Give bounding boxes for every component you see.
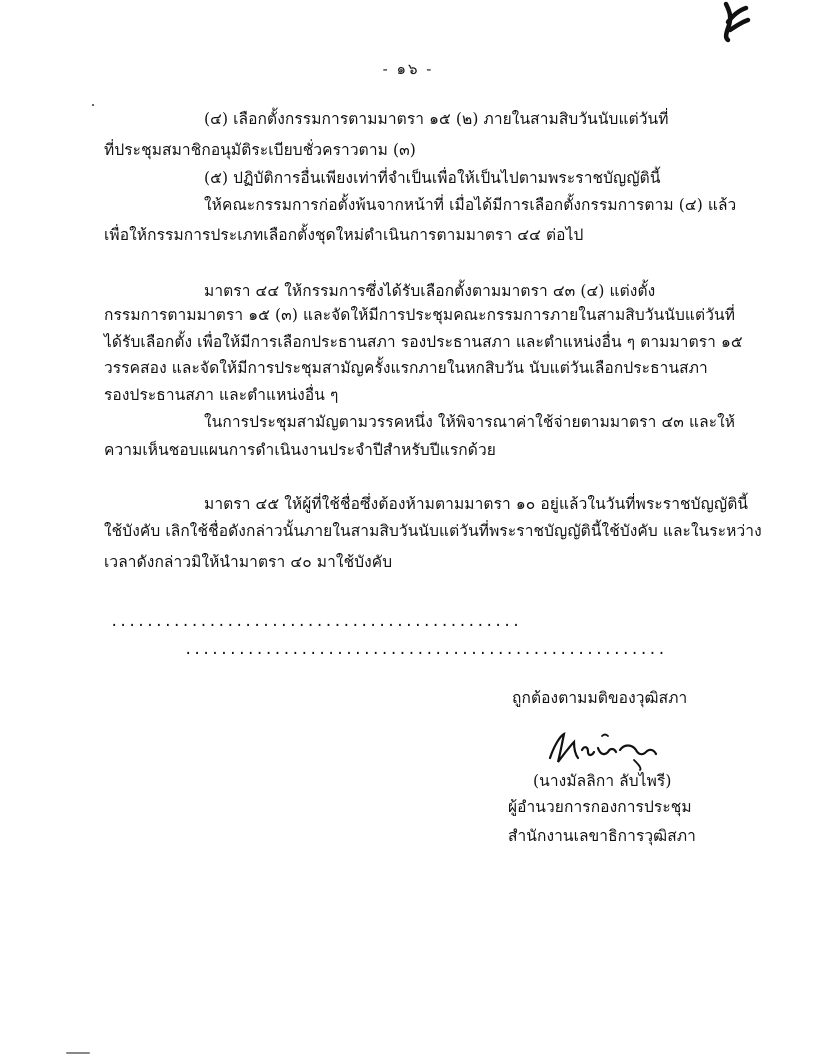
- paragraph-line: ที่ประชุมสมาชิกอนุมัติระเบียบชั่วคราวตาม (๓): [104, 141, 416, 159]
- paragraph-line: ใช้บังคับ เลิกใช้ชื่อดังกล่าวนั้นภายในสามสิบวันนับแต่วันที่พระราชบัญญัตินี้ใช้บังคับ และในระหว่าง: [104, 522, 762, 540]
- paragraph-line: (๔) เลือกตั้งกรรมการตามมาตรา ๑๕ (๒) ภายในสามสิบวันนับแต่วันที่: [204, 110, 669, 128]
- dotted-line: ......................................................: [184, 642, 667, 658]
- handwritten-corner-mark: [700, 0, 760, 50]
- scan-speck: [66, 1052, 90, 1054]
- paragraph-line: ในการประชุมสามัญตามวรรคหนึ่ง ให้พิจารณาค่าใช้จ่ายตามมาตรา ๔๓ และให้: [204, 413, 736, 431]
- scan-speck: [92, 104, 94, 106]
- section-44-line: มาตรา ๔๔ ให้กรรมการซึ่งได้รับเลือกตั้งตามมาตรา ๔๓ (๔) แต่งตั้ง: [204, 282, 656, 300]
- handwritten-signature: [542, 728, 672, 772]
- paragraph-line: (๕) ปฏิบัติการอื่นเพียงเท่าที่จำเป็นเพื่อให้เป็นไปตามพระราชบัญญัตินี้: [204, 169, 661, 187]
- paragraph-line: ได้รับเลือกตั้ง เพื่อให้มีการเลือกประธานสภา รองประธานสภา และตำแหน่งอื่น ๆ ตามมาตรา ๑๕: [104, 333, 743, 351]
- signer-position: ผู้อำนวยการกองการประชุม: [508, 798, 692, 816]
- certification-statement: ถูกต้องตามมติของวุฒิสภา: [512, 689, 688, 707]
- paragraph-line: ความเห็นชอบแผนการดำเนินงานประจำปีสำหรับปีแรกด้วย: [104, 441, 496, 459]
- signer-name: (นางมัลลิกา ลับไพรี): [533, 772, 672, 790]
- paragraph-line: วรรคสอง และจัดให้มีการประชุมสามัญครั้งแรกภายในหกสิบวัน นับแต่วันเลือกประธานสภา: [104, 359, 708, 377]
- signer-office: สำนักงานเลขาธิการวุฒิสภา: [508, 827, 696, 845]
- page-number: - ๑๖ -: [382, 60, 434, 78]
- paragraph-line: รองประธานสภา และตำแหน่งอื่น ๆ: [104, 386, 339, 404]
- paragraph-line: ให้คณะกรรมการก่อตั้งพ้นจากหน้าที่ เมื่อได้มีการเลือกตั้งกรรมการตาม (๔) แล้ว: [204, 196, 737, 214]
- paragraph-line: เพื่อให้กรรมการประเภทเลือกตั้งชุดใหม่ดำเนินการตามมาตรา ๔๔ ต่อไป: [104, 226, 584, 244]
- paragraph-line: กรรมการตามมาตรา ๑๕ (๓) และจัดให้มีการประชุมคณะกรรมการภายในสามสิบวันนับแต่วันที่: [104, 306, 736, 324]
- section-45-line: มาตรา ๔๕ ให้ผู้ที่ใช้ชื่อซึ่งต้องห้ามตามมาตรา ๑๐ อยู่แล้วในวันที่พระราชบัญญัตินี้: [204, 495, 749, 513]
- paragraph-line: เวลาดังกล่าวมิให้นำมาตรา ๔๐ มาใช้บังคับ: [104, 553, 393, 571]
- dotted-line: ..............................................: [110, 614, 521, 630]
